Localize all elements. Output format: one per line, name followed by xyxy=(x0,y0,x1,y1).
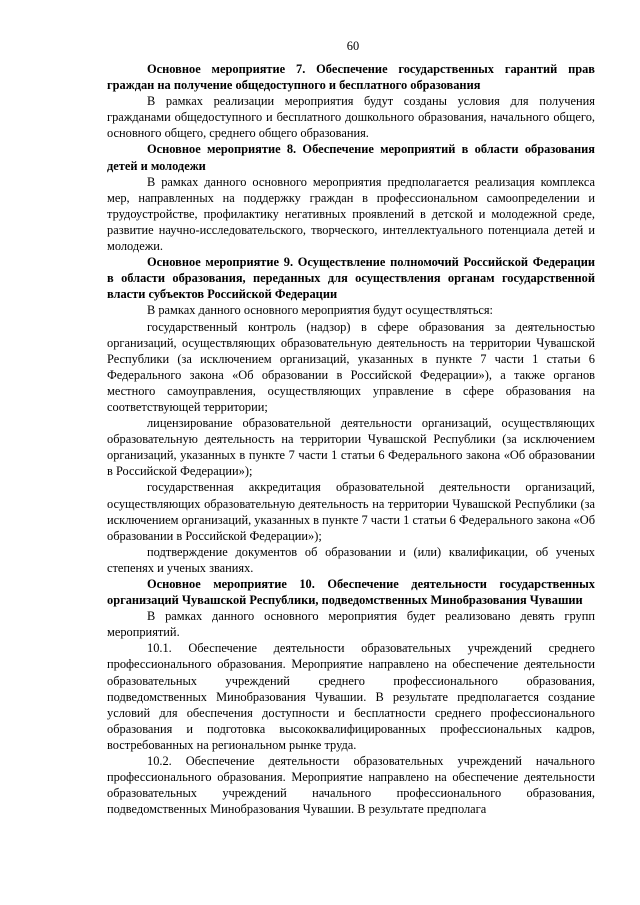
paragraph-measure-7-body: В рамках реализации мероприятия будут созданы условия для получения гражданами общедоступного и бесплатного дошкольного образования, начального общего, основного общего, среднего общего образования. xyxy=(107,94,595,141)
heading-measure-9: Основное мероприятие 9. Осуществление полномочий Российской Федерации в области образования, переданных для осуществления органам государственной власти субъектов Российской Федерации xyxy=(107,255,595,302)
document-page xyxy=(107,38,595,817)
paragraph-measure-8-body: В рамках данного основного мероприятия предполагается реализация комплекса мер, направленных на поддержку граждан в профессиональном самоопределении и трудоустройстве, профилактику негативных проявлений в детской и молодежной среде, развитие научно-исследовательского, творческого, интеллектуального потенциала детей и молодежи. xyxy=(107,174,595,254)
paragraph-measure-10-2: 10.2. Обеспечение деятельности образовательных учреждений начального профессионального образования. Мероприятие направлено на обеспечение деятельности образовательных учреждений начального профессионального образования, подведомственных Минобразования Чувашии. В результате предполага xyxy=(107,754,595,817)
heading-measure-10: Основное мероприятие 10. Обеспечение деятельности государственных организаций Чувашской Республики, подведомственных Минобразования Чувашии xyxy=(107,577,595,608)
paragraph-measure-9-confirmation: подтверждение документов об образовании и (или) квалификации, об ученых степенях и ученых званиях. xyxy=(107,544,595,575)
paragraph-measure-9-control: государственный контроль (надзор) в сфере образования за деятельностью организаций, осуществляющих образовательную деятельность на территории Чувашской Республики (за исключением организаций, указанных в пункте 7 части 1 статьи 6 Федерального закона «Об образовании в Российской Федерации»), а также органов местного самоуправления, осуществляющих управление в сфере образования на соответствующей территории; xyxy=(107,319,595,414)
heading-measure-7: Основное мероприятие 7. Обеспечение государственных гарантий прав граждан на получение общедоступного и бесплатного образования xyxy=(107,62,595,93)
paragraph-measure-9-intro: В рамках данного основного мероприятия будут осуществляться: xyxy=(147,303,493,318)
paragraph-measure-9-accreditation: государственная аккредитация образовательной деятельности организаций, осуществляющих образовательную деятельность на территории Чувашской Республики (за исключением организаций, указанных в пункте 7 части 1 статьи 6 Федерального закона «Об образовании в Российской Федерации»); xyxy=(107,480,595,543)
page-number: 60 xyxy=(346,39,360,53)
paragraph-measure-10-1: 10.1. Обеспечение деятельности образовательных учреждений среднего профессионального образования. Мероприятие направлено на обеспечение деятельности образовательных учреждений среднего профессионального образования, подведомственных Минобразования Чувашии. В результате предполагается создание условий для обеспечения доступности и бесплатности среднего профессионального образования и подготовка высококвалифицированных профессиональных кадров, востребованных на региональном рынке труда. xyxy=(107,641,595,752)
paragraph-measure-10-intro: В рамках данного основного мероприятия будет реализовано девять групп мероприятий. xyxy=(107,609,595,640)
heading-measure-8: Основное мероприятие 8. Обеспечение мероприятий в области образования детей и молодежи xyxy=(107,142,595,173)
paragraph-measure-9-licensing: лицензирование образовательной деятельности организаций, осуществляющих образовательную деятельность на территории Чувашской Республики (за исключением организаций, указанных в пункте 7 части 1 статьи 6 Федерального закона «Об образовании в Российской Федерации»); xyxy=(107,416,595,479)
